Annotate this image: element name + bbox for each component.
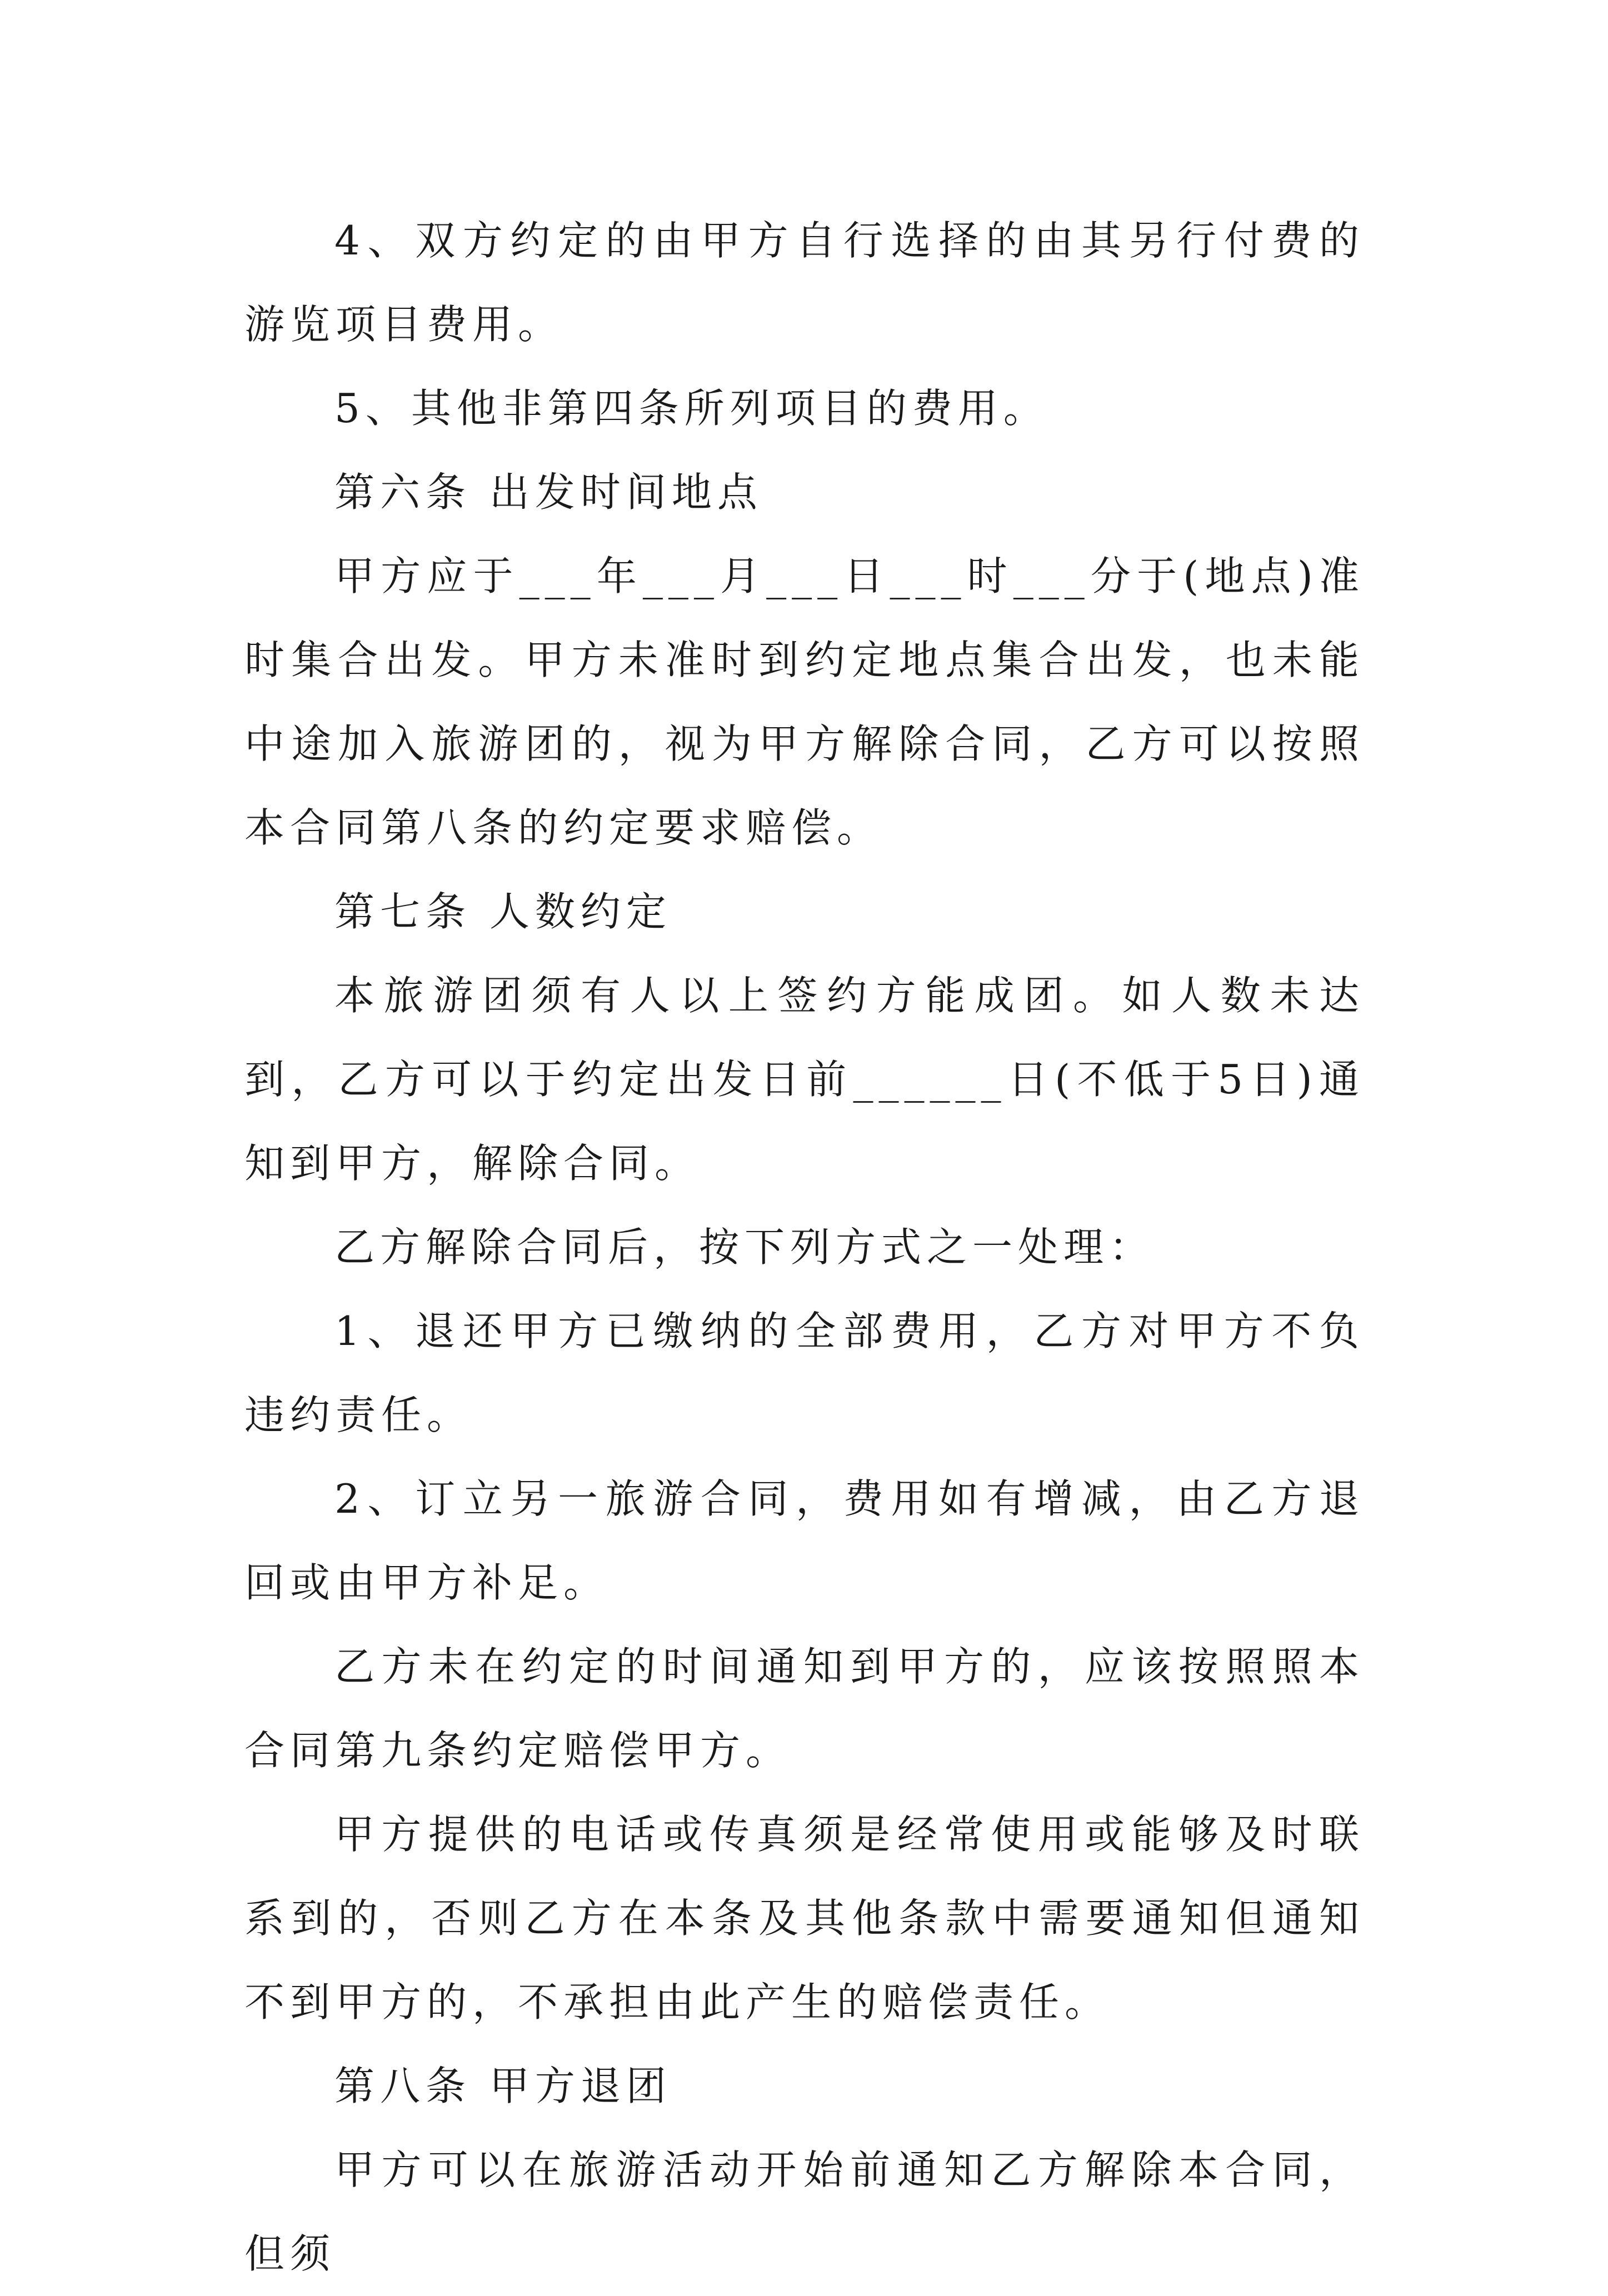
article-6-body: 甲方应于___年___月___日___时___分于(地点)准时集合出发。甲方未准时到约定地点集合出发，也未能中途加入旅游团的，视为甲方解除合同，乙方可以按照本合同第八条的约定要求赔偿。 bbox=[244, 553, 1365, 851]
article-7-heading: 第七条 人数约定 bbox=[334, 888, 672, 935]
article-7-body: 本旅游团须有人以上签约方能成团。如人数未达到，乙方可以于约定出发日前______日(不低于5日)通知到甲方，解除合同。 bbox=[244, 972, 1365, 1187]
handling-option-2: 2、订立另一旅游合同，费用如有增减，由乙方退回或由甲方补足。 bbox=[244, 1475, 1365, 1606]
paragraph-item-4: 4、双方约定的由甲方自行选择的由其另行付费的游览项目费用。 bbox=[244, 217, 1365, 348]
article-6-heading: 第六条 出发时间地点 bbox=[334, 469, 763, 516]
late-notice-clause: 乙方未在约定的时间通知到甲方的，应该按照照本合同第九条约定赔偿甲方。 bbox=[244, 1643, 1365, 1774]
article-8-body: 甲方可以在旅游活动开始前通知乙方解除本合同，但须 bbox=[244, 2147, 1365, 2277]
termination-handling: 乙方解除合同后，按下列方式之一处理： bbox=[334, 1224, 1155, 1270]
document-body bbox=[244, 199, 1365, 2296]
paragraph-item-5: 5、其他非第四条所列项目的费用。 bbox=[334, 385, 1049, 432]
contact-clause: 甲方提供的电话或传真须是经常使用或能够及时联系到的，否则乙方在本条及其他条款中需要通知但通知不到甲方的，不承担由此产生的赔偿责任。 bbox=[244, 1811, 1365, 2025]
handling-option-1: 1、退还甲方已缴纳的全部费用，乙方对甲方不负违约责任。 bbox=[244, 1308, 1365, 1438]
article-8-heading: 第八条 甲方退团 bbox=[334, 2063, 672, 2109]
